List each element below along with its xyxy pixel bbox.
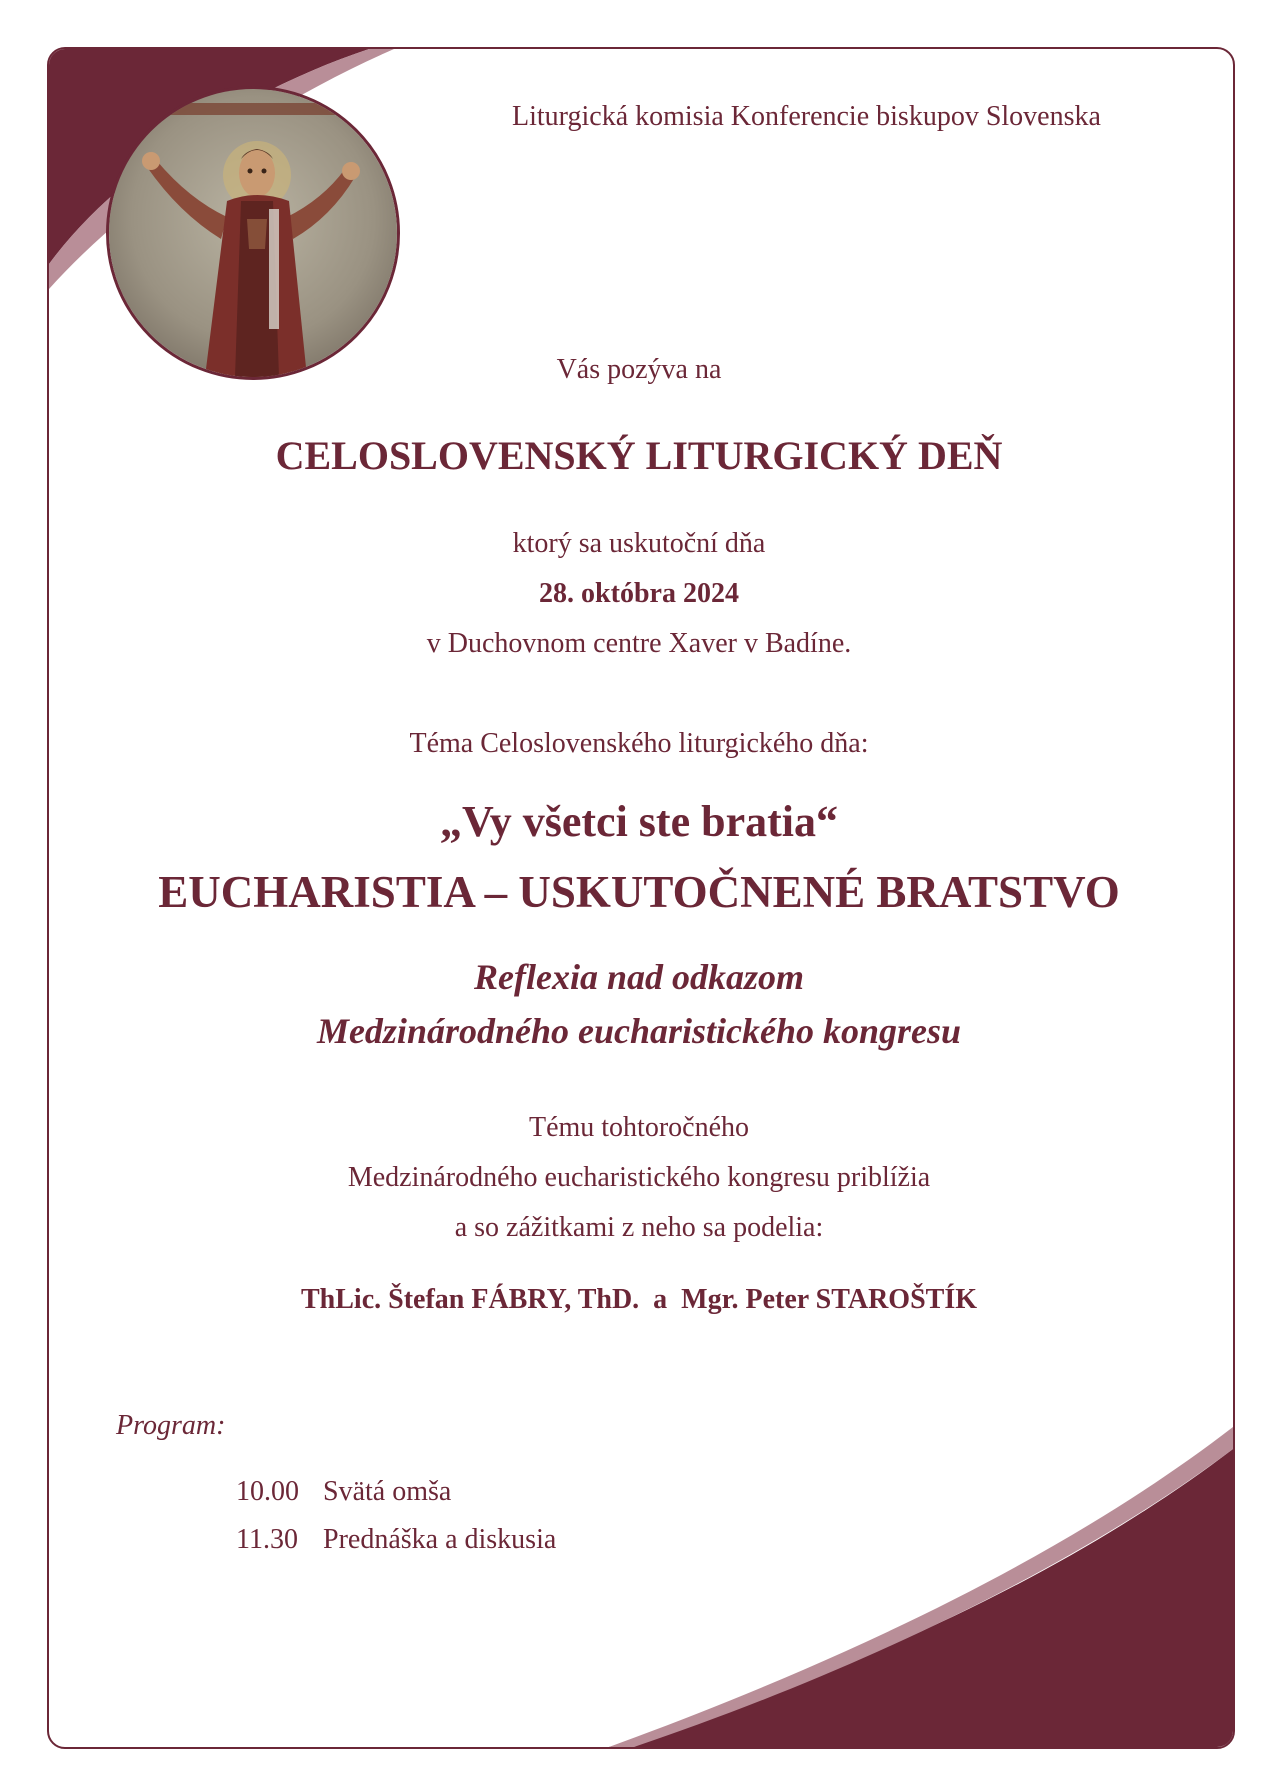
theme-main: EUCHARISTIA – USKUTOČNENÉ BRATSTVO xyxy=(158,867,1120,917)
program-item xyxy=(236,1524,556,1556)
event-date: 28. októbra 2024 xyxy=(539,578,739,609)
saint-medallion xyxy=(106,86,400,380)
speakers-line-3: a so zážitkami z neho sa podelia: xyxy=(454,1212,824,1243)
program-time: 11.30 xyxy=(236,1524,298,1555)
saint-fresco-icon xyxy=(109,89,397,377)
event-when-intro: ktorý sa uskutoční dňa xyxy=(512,528,766,559)
event-title: CELOSLOVENSKÝ LITURGICKÝ DEŇ xyxy=(275,433,1003,478)
program-label: Program: xyxy=(116,1410,226,1441)
theme-quote: „Vy všetci ste bratia“ xyxy=(440,797,838,846)
theme-subtitle-2: Medzinárodného eucharistického kongresu xyxy=(316,1011,962,1051)
organization-name: Liturgická komisia Konferencie biskupov Slovenska xyxy=(512,101,1101,132)
program-title: Svätá omša xyxy=(323,1476,452,1507)
speakers-line-1: Tému tohtoročného xyxy=(528,1112,750,1143)
theme-subtitle-1: Reflexia nad odkazom xyxy=(474,957,804,997)
program-title: Prednáška a diskusia xyxy=(323,1524,557,1555)
program-item xyxy=(236,1476,451,1508)
theme-label: Téma Celoslovenského liturgického dňa: xyxy=(409,728,869,759)
event-place: v Duchovnom centre Xaver v Badíne. xyxy=(426,628,852,659)
program-time: 10.00 xyxy=(236,1476,299,1507)
speaker-names: ThLic. Štefan FÁBRY, ThD. a Mgr. Peter STAROŠTÍK xyxy=(300,1284,977,1315)
invitation-intro: Vás pozýva na xyxy=(556,354,722,385)
speakers-line-2: Medzinárodného eucharistického kongresu priblížia xyxy=(347,1162,931,1193)
